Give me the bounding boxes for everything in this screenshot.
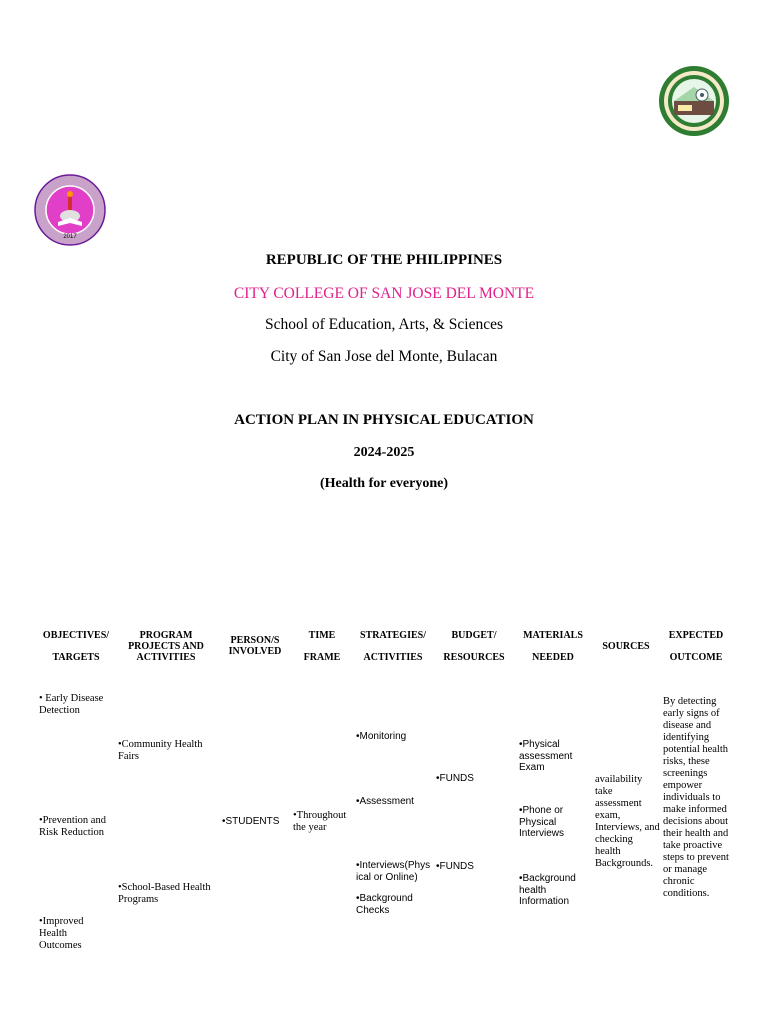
plan-year: 2024-2025 bbox=[353, 445, 415, 460]
objective-item: • Early Disease Detection bbox=[39, 693, 104, 716]
header-materials: MATERIALS NEEDED bbox=[523, 630, 583, 663]
school-name: School of Education, Arts, & Sciences bbox=[264, 316, 504, 333]
objective-item: •Improved Health Outcomes bbox=[39, 916, 84, 951]
city-college-seal-logo bbox=[34, 174, 106, 246]
header-strategies: STRATEGIES/ ACTIVITIES bbox=[360, 630, 426, 663]
header-objectives: OBJECTIVES/ TARGETS bbox=[42, 630, 110, 663]
budget-item: •FUNDS bbox=[436, 773, 474, 784]
strategy-item: •Interviews(Physical or Online) bbox=[356, 860, 431, 883]
strategy-item: •Assessment bbox=[356, 796, 414, 807]
header-sources: SOURCES bbox=[602, 641, 650, 652]
materials-item: •Background health Information bbox=[519, 873, 576, 907]
materials-item: •Phone or Physical Interviews bbox=[519, 805, 565, 839]
plan-subtitle: (Health for everyone) bbox=[319, 476, 449, 491]
header-budget: BUDGET/ RESOURCES bbox=[443, 630, 505, 663]
objective-item: •Prevention and Risk Reduction bbox=[39, 815, 106, 838]
program-item: •School-Based Health Programs bbox=[118, 882, 211, 905]
header-time: TIME FRAME bbox=[303, 630, 341, 663]
materials-item: •Physical assessment Exam bbox=[519, 739, 573, 773]
plan-title: ACTION PLAN IN PHYSICAL EDUCATION bbox=[234, 412, 534, 428]
program-item: •Community Health Fairs bbox=[118, 739, 203, 762]
header-persons: PERSON/S INVOLVED bbox=[228, 635, 282, 657]
college-name: CITY COLLEGE OF SAN JOSE DEL MONTE bbox=[233, 285, 535, 302]
expected-outcome-text: By detecting early signs of disease and identifying potential health risks, these screenings empower individuals to make informed decisions about their health and take proactive steps to prevent or manage chronic conditions. bbox=[663, 696, 729, 899]
strategy-item: •Background Checks bbox=[356, 893, 413, 916]
header-outcome: EXPECTED OUTCOME bbox=[668, 630, 724, 663]
time-frame: •Throughout the year bbox=[293, 810, 347, 833]
college-seal-logo bbox=[658, 65, 730, 137]
budget-item: •FUNDS bbox=[436, 861, 474, 872]
seal-year: 2017 bbox=[63, 234, 77, 240]
republic-heading: REPUBLIC OF THE PHILIPPINES bbox=[265, 252, 503, 268]
persons-involved: •STUDENTS bbox=[222, 816, 280, 827]
sources-text: availability take assessment exam, Interviews, and checking health Backgrounds. bbox=[595, 774, 660, 869]
header-program: PROGRAM PROJECTS AND ACTIVITIES bbox=[128, 630, 204, 663]
city-address: City of San Jose del Monte, Bulacan bbox=[270, 348, 498, 365]
strategy-item: •Monitoring bbox=[356, 731, 407, 742]
